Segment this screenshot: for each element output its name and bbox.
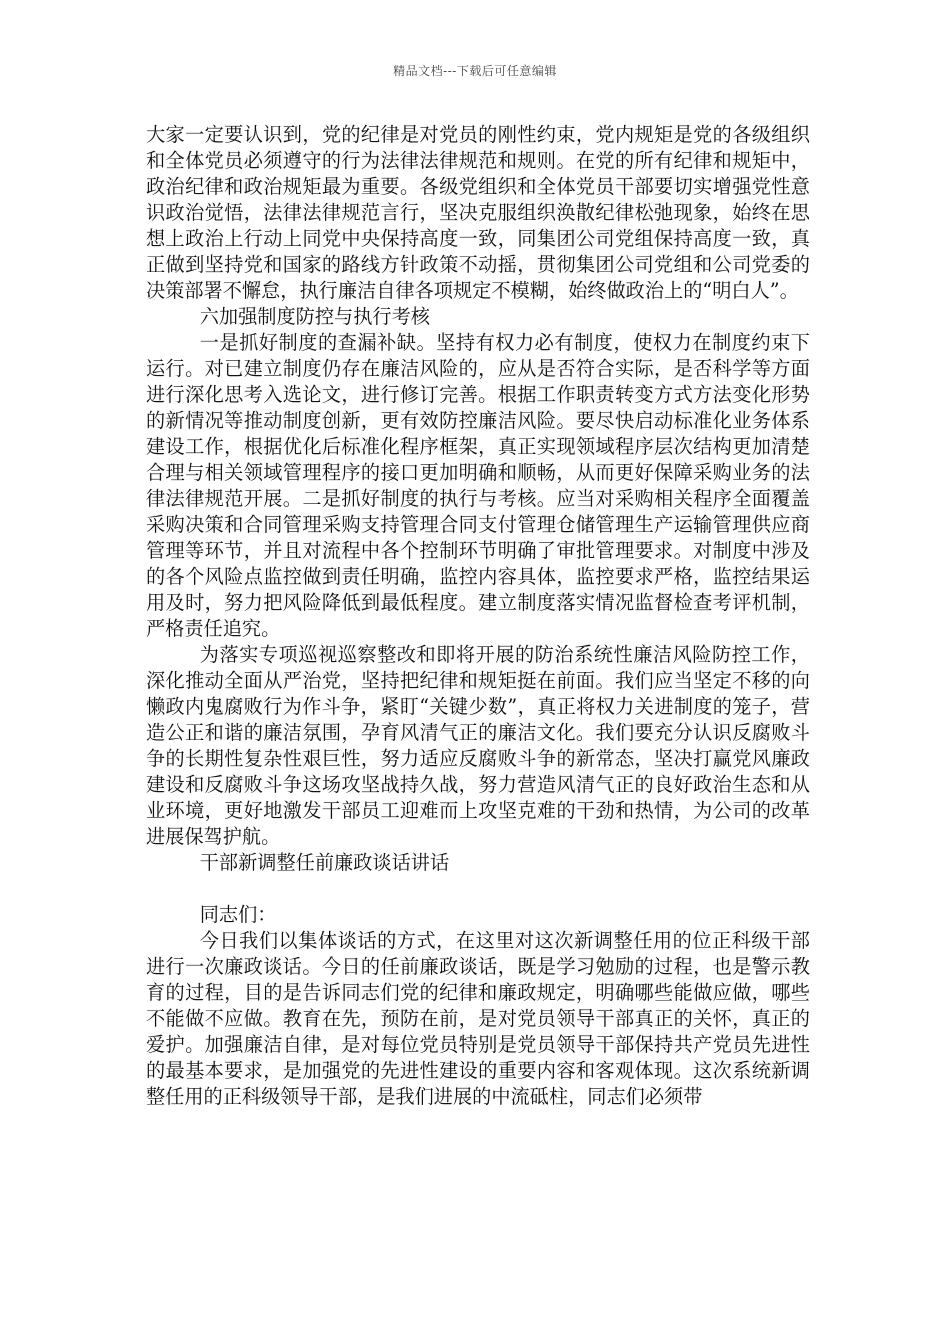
section-heading-6: 六加强制度防控与执行考核 bbox=[199, 305, 430, 328]
salutation: 同志们： bbox=[199, 903, 277, 926]
blank-line bbox=[146, 876, 810, 902]
document-body bbox=[146, 122, 810, 1110]
page-header: 精品文档---下载后可任意编辑 bbox=[393, 64, 557, 78]
paragraph-2: 一是抓好制度的查漏补缺。坚持有权力必有制度，使权力在制度约束下运行。对已建立制度仍存在廉洁风险的，应从是否符合实际，是否科学等方面进行深化思考入选论文，进行修订完善。根据工作职责转变方式方法变化形势的新情况等推动制度创新，更有效防控廉洁风险。要尽快启动标准化业务体系建设工作，根据优化后标准化程序框架，真正实现领域程序层次结构更加清楚合理与相关领域管理程序的接口更加明确和顺畅，从而更好保障采购业务的法律法律规范开展。二是抓好制度的执行与考核。应当对采购相关程序全面覆盖采购决策和合同管理采购支持管理合同支付管理仓储管理生产运输管理供应商管理等环节，并且对流程中各个控制环节明确了审批管理要求。对制度中涉及的各个风险点监控做到责任明确，监控内容具体，监控要求严格，监控结果运用及时，努力把风险降低到最低程度。建立制度落实情况监督检查考评机制，严格责任追究。 bbox=[146, 331, 810, 640]
paragraph-1: 大家一定要认识到，党的纪律是对党员的刚性约束，党内规矩是党的各级组织和全体党员必须遵守的行为法律法律规范和规则。在党的所有纪律和规矩中，政治纪律和政治规矩最为重要。各级党组织和全体党员干部要切实增强党性意识政治觉悟，法律法律规范言行，坚决克服组织涣散纪律松弛现象，始终在思想上政治上行动上同党中央保持高度一致，同集团公司党组保持高度一致，真正做到坚持党和国家的路线方针政策不动摇，贯彻集团公司党组和公司党委的决策部署不懈怠，执行廉洁自律各项规定不模糊，始终做政治上的“明白人”。 bbox=[146, 123, 810, 302]
speech-title: 干部新调整任前廉政谈话讲话 bbox=[199, 851, 450, 874]
paragraph-3: 为落实专项巡视巡察整改和即将开展的防治系统性廉洁风险防控工作，深化推动全面从严治党，坚持把纪律和规矩挺在前面。我们应当坚定不移的向懒政内鬼腐败行为作斗争，紧盯“关键少数”，真正将权力关进制度的笼子，营造公正和谐的廉洁氛围，孕育风清气正的廉洁文化。我们要充分认识反腐败斗争的长期性复杂性艰巨性，努力适应反腐败斗争的新常态，坚决打赢党风廉政建设和反腐败斗争这场攻坚战持久战，努力营造风清气正的良好政治生态和从业环境，更好地激发干部员工迎难而上攻坚克难的干劲和热情，为公司的改革进展保驾护航。 bbox=[146, 643, 810, 848]
paragraph-4: 今日我们以集体谈话的方式，在这里对这次新调整任用的位正科级干部进行一次廉政谈话。今日的任前廉政谈话，既是学习勉励的过程，也是警示教育的过程，目的是告诉同志们党的纪律和廉政规定，明确哪些能做应做，哪些不能做不应做。教育在先，预防在前，是对党员领导干部真正的关怀，真正的爱护。加强廉洁自律，是对每位党员特别是党员领导干部保持共产党员先进性的最基本要求，是加强党的先进性建设的重要内容和客观体现。这次系统新调整任用的正科级领导干部，是我们进展的中流砥柱，同志们必须带 bbox=[146, 929, 810, 1108]
